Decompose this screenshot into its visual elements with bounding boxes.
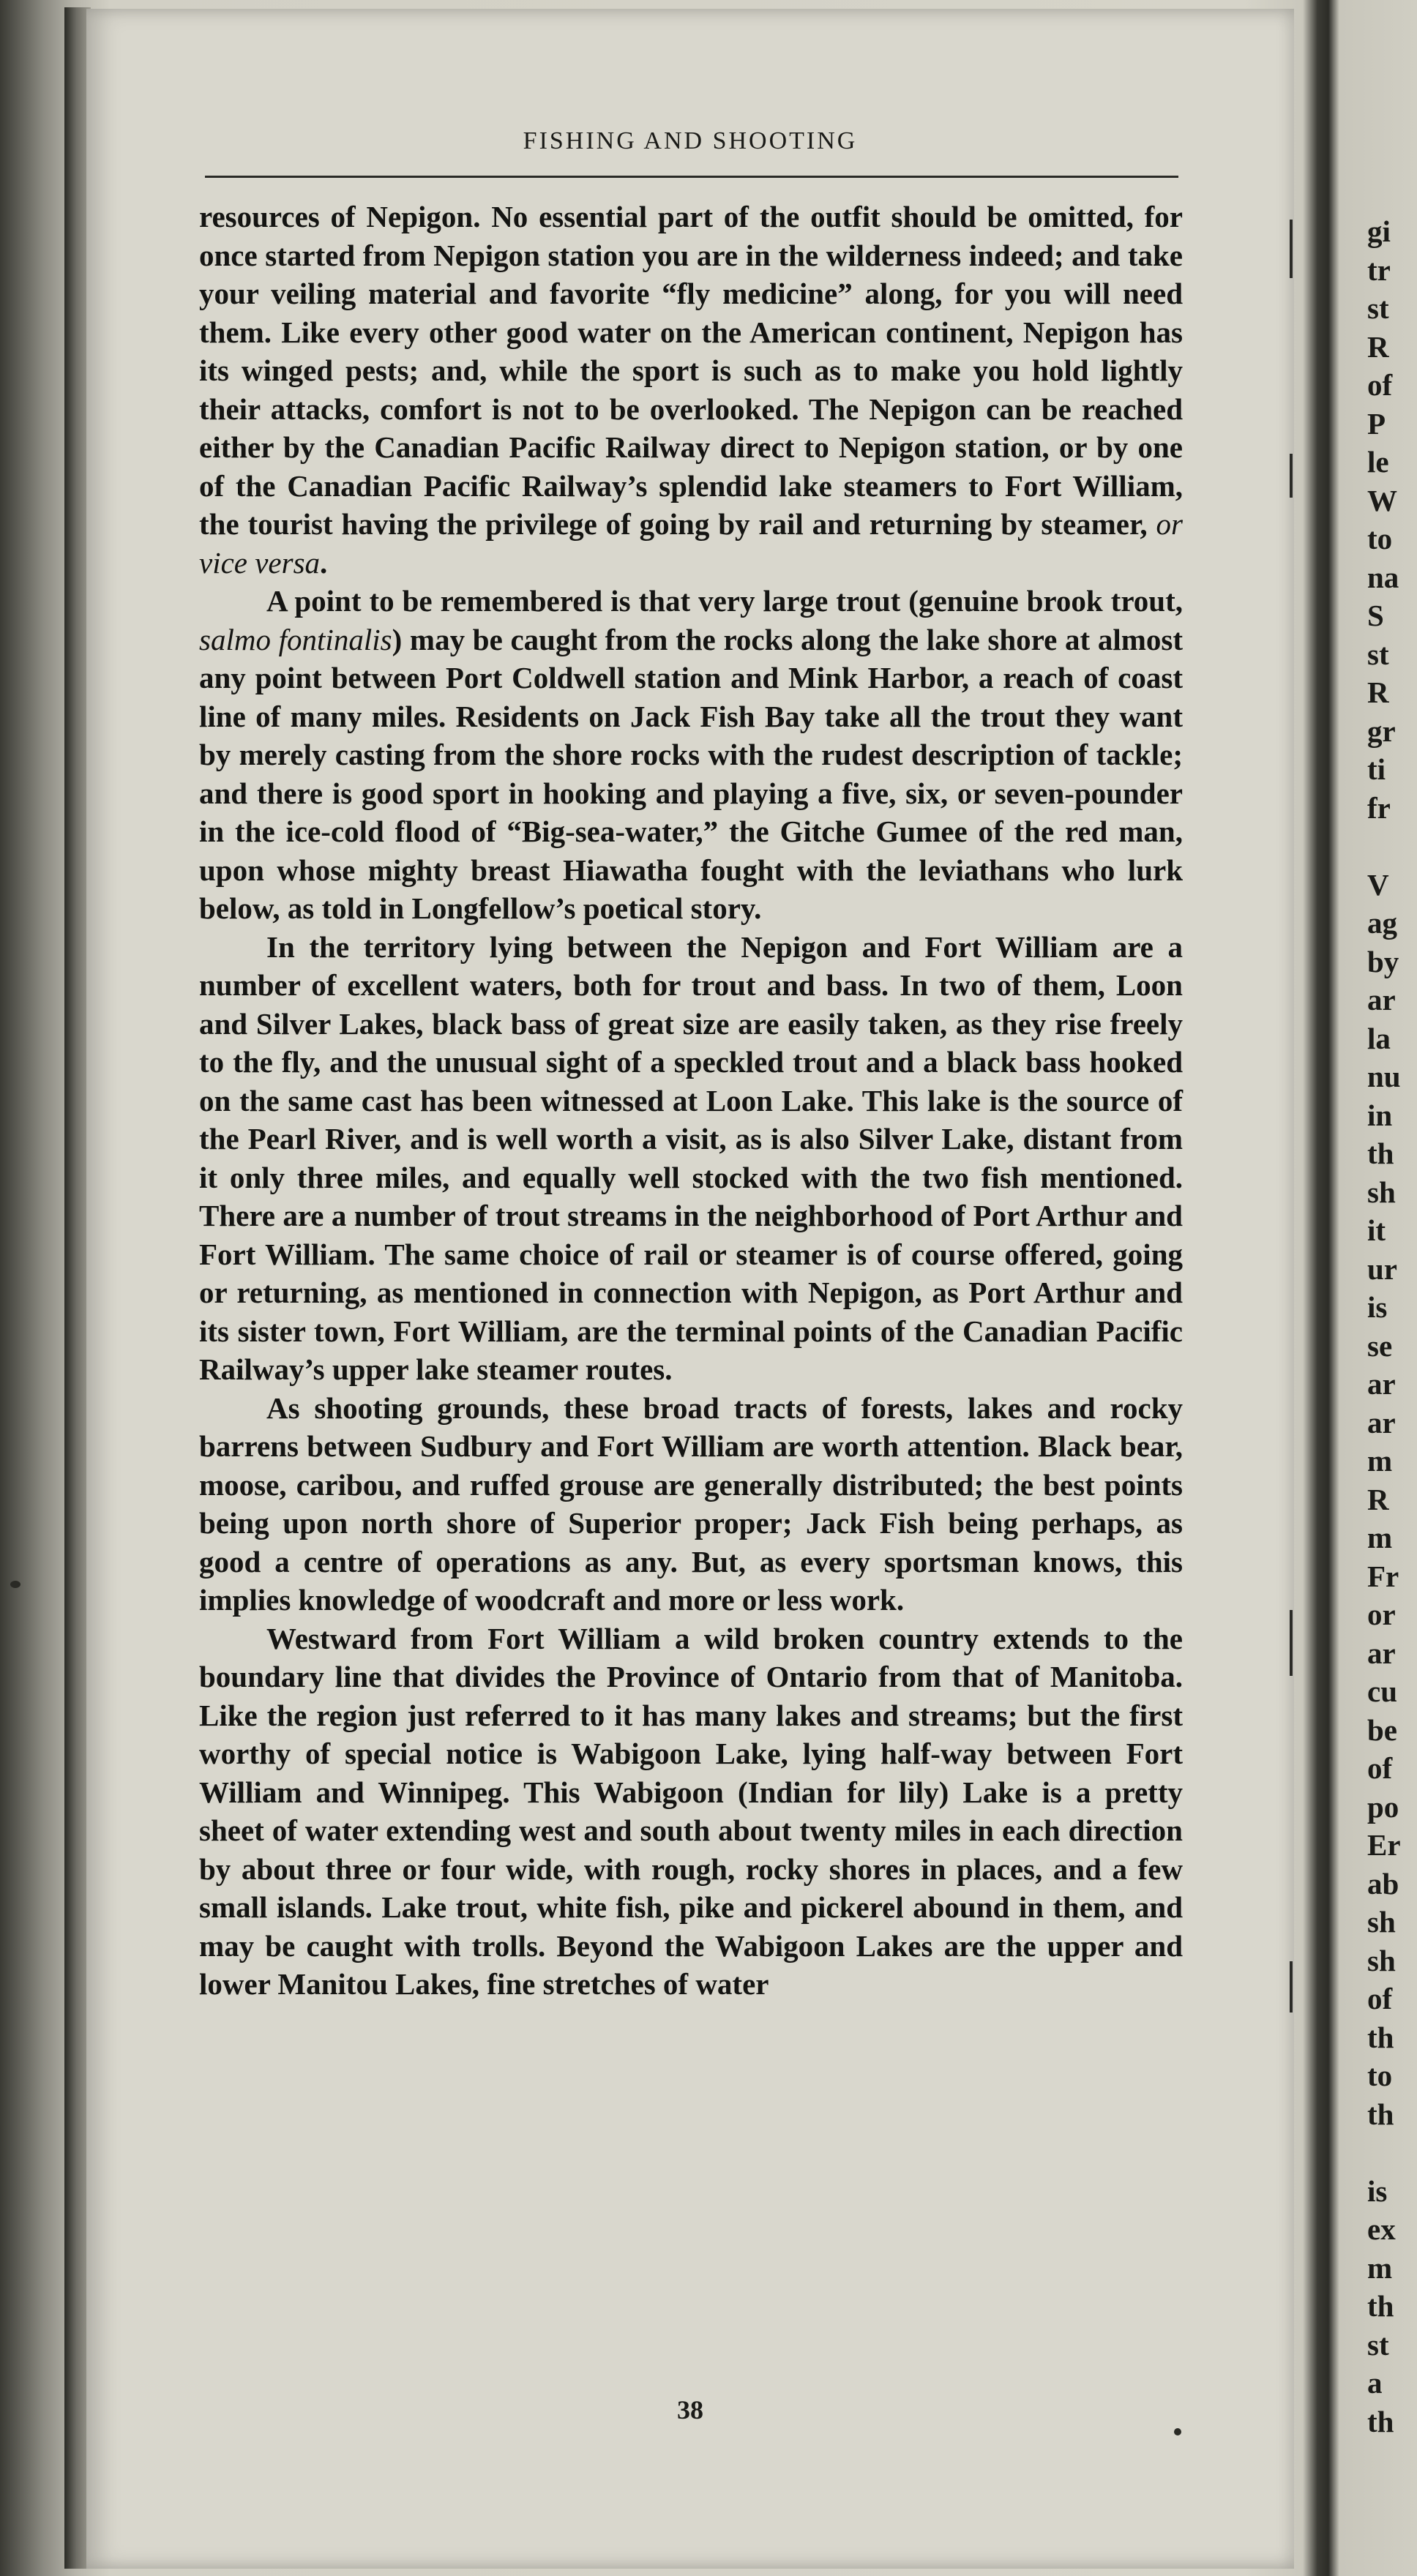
specks (10, 1581, 20, 1588)
next-page-fragment: na (1367, 560, 1399, 594)
running-head: FISHING AND SHOOTING (523, 127, 858, 154)
next-page-fragment: sh (1367, 1175, 1396, 1209)
next-page-fragment: Fr (1367, 1559, 1399, 1593)
next-page-fragment: R (1367, 675, 1389, 709)
paragraph: resources of Nepigon. No essential part of the outfit should be omitted, for once started from Nepigon station you are in the wilderness indeed; and take your veiling material and favorite “fly medicine” along, for you will need them. Like every other good water on the American continent, Nepigon has its winged pests; and, while the sport is such as to make you hold lightly their attacks, comfort is not to be overlooked. The Nepigon can be reached either by the Canadian Pacific Railway direct to Nepigon station, or by one of the Canadian Pacific Railway’s splendid lake steamers to Fort William, the tourist having the privilege of going by rail and returning by steamer, or vice versa. (199, 200, 1183, 580)
gutter-mark (1290, 454, 1293, 498)
paragraph: In the territory lying between the Nepigon and Fort William are a number of excellent waters, both for trout and bass. In two of them, Loon and Silver Lakes, black bass of great size are easily taken, as they rise freely to the fly, and the unusual sight of a speckled trout and a black bass hooked on the same cast has been witnessed at Loon Lake. This lake is the source of the Pearl River, and is well worth a visit, as is also Silver Lake, distant from it only three miles, and equally well stocked with the two fish mentioned. There are a number of trout streams in the neighborhood of Port Arthur and Fort William. The same choice of rail or steamer is of course offered, going or returning, as mentioned in connection with Nepigon, as Port Arthur and its sister town, Fort William, are the terminal points of the Canadian Pacific Railway’s upper lake steamer routes. (199, 929, 1183, 1386)
next-page-edge (1339, 0, 1417, 2576)
next-page-fragment: Er (1367, 1828, 1401, 1862)
next-page-fragment: a (1367, 2366, 1383, 2400)
next-page-fragment: th (1367, 1137, 1394, 1170)
next-page-fragment: V (1367, 867, 1389, 902)
next-page-fragment: to (1367, 2059, 1393, 2092)
next-page-fragment: st (1367, 291, 1389, 325)
next-page-fragment: P (1367, 406, 1386, 441)
next-page-fragment: S (1367, 599, 1384, 632)
next-page-fragment: m (1367, 1521, 1393, 1554)
next-page-fragment: be (1367, 1712, 1397, 1747)
next-page-fragment: R (1367, 329, 1389, 364)
next-page-fragment: se (1367, 1328, 1393, 1363)
next-page-fragment: or (1367, 1598, 1396, 1631)
next-page-fragment: ar (1367, 983, 1396, 1016)
next-page-fragment: by (1367, 944, 1399, 978)
next-page-fragment (1367, 2133, 1417, 2172)
next-page-fragment: th (1367, 2289, 1394, 2323)
next-page-fragment: ti (1367, 752, 1386, 786)
next-page-fragment: it (1367, 1213, 1386, 1247)
paragraph: As shooting grounds, these broad tracts of forests, lakes and rocky barrens between Sudbury and Fort William are worth attention. Black bear, moose, caribou, and ruffed grouse are generally distributed; the best points being upon north shore of Superior proper; Jack Fish being perhaps, as good a centre of operations as any. But, as every sportsman knows, this implies knowledge of woodcraft and more or less work. (199, 1390, 1183, 1617)
gutter-mark (1290, 1961, 1293, 2012)
next-page-fragment: to (1367, 522, 1393, 555)
next-page-fragment: th (1367, 2097, 1394, 2131)
next-page-fragment: po (1367, 1789, 1399, 1824)
next-page-fragment: gr (1367, 714, 1396, 748)
next-page-fragment: of (1367, 1751, 1393, 1785)
paragraph: A point to be remembered is that very large trout (genuine brook trout, salmo fontinalis) may be caught from the rocks along the lake shore at almost any point between Port Coldwell station and Mink Harbor, a reach of coast line of many miles. Residents on Jack Fish Bay take all the trout they want by merely casting from the shore rocks with the rudest description of tackle; and there is good sport in hooking and playing a five, six, or seven-pounder in the ice-cold flood of “Big-sea-water,” the Gitche Gumee of the red man, upon whose mighty breast Hiawatha fought with the leviathans who lurk below, as told in Longfellow’s poetical story. (199, 584, 1183, 925)
page-number: 38 (677, 2395, 703, 2425)
body-text (199, 198, 1183, 2004)
next-page-fragment: is (1367, 2174, 1388, 2208)
next-page-fragment: nu (1367, 1060, 1401, 1093)
next-page-fragment: is (1367, 1290, 1388, 1324)
next-page-fragment: W (1367, 483, 1397, 517)
next-page-fragment (1367, 827, 1417, 866)
next-page-fragment: m (1367, 1444, 1393, 1478)
next-page-fragment: of (1367, 1982, 1393, 2015)
next-page-fragment: st (1367, 637, 1389, 671)
next-page-fragment: m (1367, 2250, 1393, 2285)
next-page-fragment: fr (1367, 790, 1391, 825)
next-page-fragment: gi (1367, 214, 1391, 248)
next-page-fragment: tr (1367, 252, 1391, 287)
next-page-fragment: ab (1367, 1866, 1399, 1901)
next-page-fragment: cu (1367, 1674, 1397, 1708)
next-page-fragment: ar (1367, 1367, 1396, 1401)
next-page-fragment: ex (1367, 2212, 1396, 2246)
next-page-fragment: sh (1367, 1905, 1396, 1939)
gutter-mark (1290, 1610, 1293, 1676)
header-rule (205, 176, 1178, 178)
next-page-fragment: le (1367, 445, 1389, 479)
next-page-fragment: of (1367, 368, 1393, 402)
italic-phrase: salmo fontinalis (199, 622, 392, 656)
gutter-mark (1290, 220, 1293, 278)
next-page-fragment: la (1367, 1021, 1391, 1055)
italic-phrase: or vice versa (199, 507, 1183, 580)
paragraph: Westward from Fort William a wild broken country extends to the boundary line that divides the Province of Ontario from that of Manitoba. Like the region just referred to it has many lakes and streams; but the first worthy of special notice is Wabigoon Lake, lying half-way between Fort William and Winnipeg. This Wabigoon (Indian for lily) Lake is a pretty sheet of water extending west and south about twenty miles in each direction by about three or four wide, with rough, rocky shores in places, and a few small islands. Lake trout, white fish, pike and pickerel abound in them, and may be caught with trolls. Beyond the Wabigoon Lakes are the upper and lower Manitou Lakes, fine stretches of water (199, 1621, 1183, 2001)
specks (1174, 2428, 1181, 2435)
next-page-fragment: ar (1367, 1405, 1396, 1439)
next-page-fragment: sh (1367, 1943, 1396, 1977)
next-page-fragment: ur (1367, 1251, 1397, 1286)
next-page-fragment: R (1367, 1482, 1389, 1516)
next-page-fragment: th (1367, 2404, 1394, 2438)
next-page-fragment: st (1367, 2327, 1389, 2362)
next-page-fragment: ag (1367, 906, 1397, 940)
next-page-fragment: ar (1367, 1636, 1396, 1670)
next-page-fragment: th (1367, 2020, 1394, 2054)
next-page-fragment: in (1367, 1098, 1393, 1132)
next-page-text-fragments (1367, 212, 1417, 2441)
